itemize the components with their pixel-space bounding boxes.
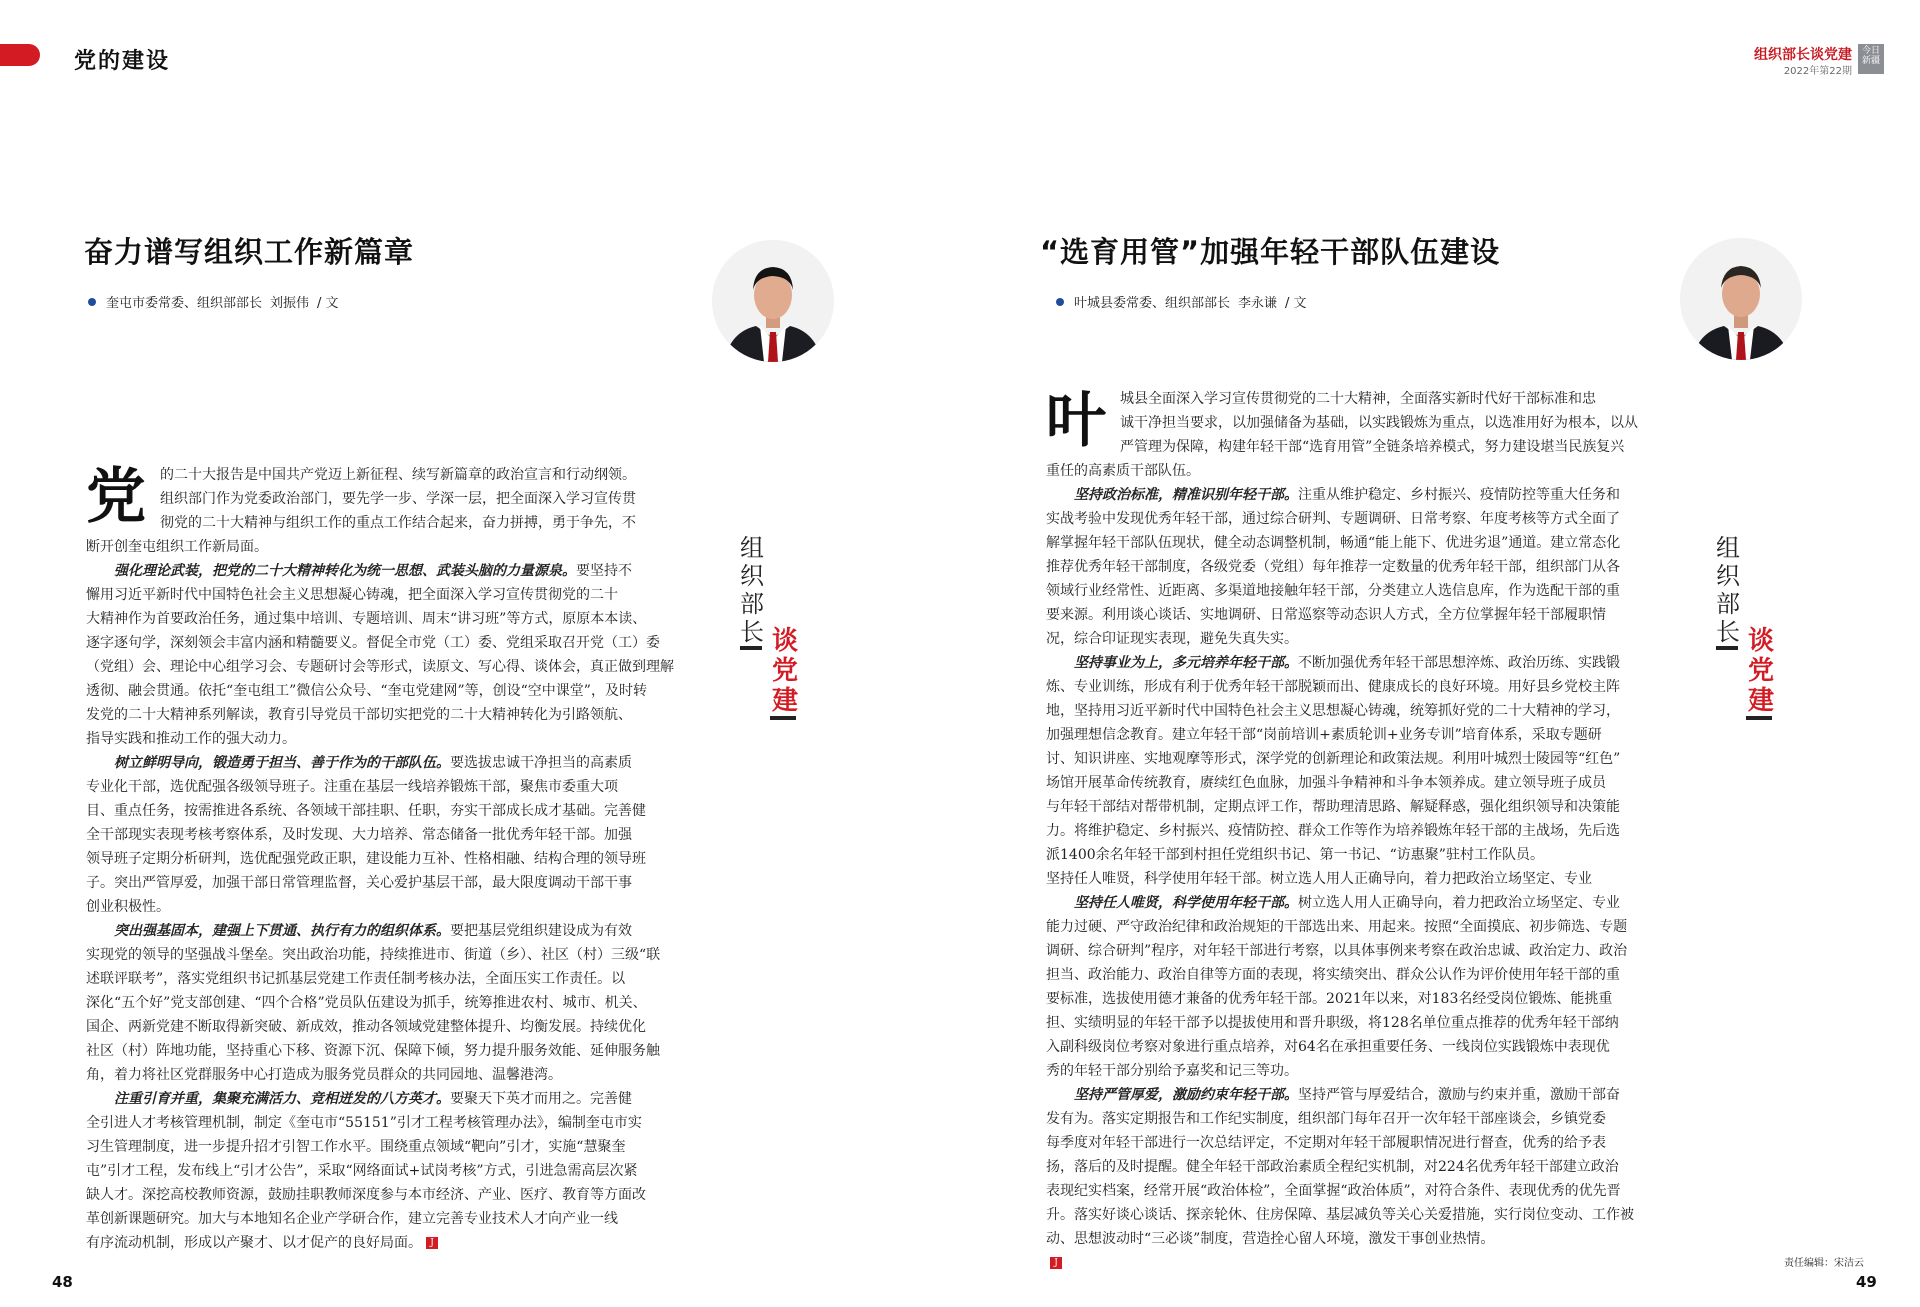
logo-char: 长: [1716, 618, 1740, 646]
logo-char-red: 谈: [1748, 626, 1775, 656]
left-lead-rest: 要坚持不: [576, 563, 632, 579]
logo-char: 组: [1716, 534, 1740, 562]
right-body-line: 严管理为保障，构建年轻干部“选育用管”全链条培养模式，努力建设堪当民族复兴: [1120, 439, 1625, 455]
left-body-line: [86, 754, 632, 772]
left-body-line: 革创新课题研究。加大与本地知名企业产学研合作，建立完善专业技术人才向产业一线: [86, 1211, 618, 1227]
right-body-line: 讨、知识讲座、实地观摩等形式，深学党的创新理论和政策法规。利用叶城烈士陵园等“红色”: [1046, 751, 1621, 767]
right-body-line: 能力过硬、严守政治纪律和政治规矩的干部选出来、用起来。按照“全面摸底、初步筛选、专题: [1046, 919, 1628, 935]
article-end-mark: J: [426, 1237, 438, 1249]
right-article-byline: [1056, 292, 1307, 311]
left-column-logo: [740, 528, 800, 728]
right-lead-heading: 坚持任人唯贤，科学使用年轻干部。: [1074, 895, 1298, 911]
left-body-line: [86, 562, 632, 580]
right-body-line: 发有为。落实定期报告和工作纪实制度，组织部门每年召开一次年轻干部座谈会，乡镇党委: [1046, 1111, 1606, 1127]
left-lead-rest: 要选拔忠诚干净担当的高素质: [450, 755, 632, 771]
left-body-line: [86, 922, 632, 940]
byline-dot: [1056, 298, 1064, 306]
right-body-line: 况，综合印证现实表现，避免失真失实。: [1046, 631, 1298, 647]
left-body-line: 子。突出严管厚爱，加强干部日常管理监督，关心爱护基层干部，最大限度调动干部干事: [86, 875, 632, 891]
right-body-line: 要来源。利用谈心谈话、实地调研、日常巡察等动态识人方式，全方位掌握年轻干部履职情: [1046, 607, 1606, 623]
left-body-line: 组织部门作为党委政治部门，要先学一步、学深一层，把全面深入学习宣传贯: [160, 491, 636, 507]
left-body-line: 全干部现实表现考核考察体系，及时发现、大力培养、常态储备一批优秀年轻干部。加强: [86, 827, 632, 843]
right-body-line: [1046, 894, 1620, 912]
right-author-org: 叶城县委常委、组织部部长: [1074, 296, 1231, 311]
logo-char: 部: [740, 590, 764, 618]
left-body-line: 透彻、融会贯通。依托“奎屯组工”微信公众号、“奎屯党建网”等，创设“空中课堂”，及时转: [86, 683, 647, 699]
magazine-issue: 2022年第22期: [1783, 66, 1852, 77]
right-body-line: 诚干净担当要求，以加强储备为基础，以实践锻炼为重点，以选准用好为根本，以从: [1120, 415, 1638, 431]
left-author-portrait: [712, 240, 834, 362]
left-author-name: 刘振伟: [270, 296, 310, 311]
logo-char: 部: [1716, 590, 1740, 618]
right-body-line: 场馆开展革命传统教育，赓续红色血脉，加强斗争精神和斗争本领养成。建立领导班子成员: [1046, 775, 1606, 791]
left-article-byline: [88, 292, 339, 311]
right-drop-cap: 叶: [1046, 386, 1106, 456]
left-body-line: 彻党的二十大精神与组织工作的重点工作结合起来，奋力拼搏，勇于争先，不: [160, 515, 636, 531]
right-body-line: 力。将维护稳定、乡村振兴、疫情防控、群众工作等作为培养锻炼年轻干部的主战场，先后选: [1046, 823, 1620, 839]
right-body-line: 加强理想信念教育。建立年轻干部“岗前培训+素质轮训+业务专训”培育体系，采取专题研: [1046, 727, 1602, 743]
left-body-line: [86, 1234, 438, 1252]
right-body-line: [1046, 1254, 1062, 1272]
right-body-line: 派1400余名年轻干部到村担任党组织书记、第一书记、“访惠聚”驻村工作队员。: [1046, 847, 1544, 863]
right-body-line: 地，坚持用习近平新时代中国特色社会主义思想凝心铸魂，统筹抓好党的二十大精神的学习，: [1046, 703, 1620, 719]
right-body-line: 担、实绩明显的年轻干部予以提拔使用和晋升职级，将128名单位重点推荐的优秀年轻干部纳: [1046, 1015, 1619, 1031]
left-body-line: 全引进人才考核管理机制，制定《奎屯市“55151”引才工程考核管理办法》，编制奎屯市实: [86, 1115, 642, 1131]
right-body-line: [1046, 486, 1620, 504]
right-body-line: 每季度对年轻干部进行一次总结评定，不定期对年轻干部履职情况进行督查，优秀的给予表: [1046, 1135, 1606, 1151]
right-lead-rest: 不断加强优秀年轻干部思想淬炼、政治历练、实践锻: [1298, 655, 1620, 671]
magazine-brand-title: 组织部长谈党建: [1754, 47, 1852, 63]
right-body-line: 动、思想波动时“三必谈”制度，营造拴心留人环境，激发干事创业热情。: [1046, 1231, 1495, 1247]
right-body-line: 入副科级岗位考察对象进行重点培养，对64名在承担重要任务、一线岗位实践锻炼中表现优: [1046, 1039, 1610, 1055]
left-body-line: 习生管理制度，进一步提升招才引智工作水平。围绕重点领域“靶向”引才，实施“慧聚奎: [86, 1139, 626, 1155]
left-lead-heading: 强化理论武装，把党的二十大精神转化为统一思想、武装头脑的力量源泉。: [114, 563, 576, 579]
page-number-right: 49: [1856, 1273, 1877, 1291]
brand-badge: 今日 新疆: [1858, 44, 1884, 74]
page-number-left: 48: [52, 1273, 73, 1291]
right-lead-heading: 坚持事业为上，多元培养年轻干部。: [1074, 655, 1298, 671]
left-body-line: 深化“五个好”党支部创建、“四个合格”党员队伍建设为抓手，统筹推进农村、城市、机关、: [86, 995, 647, 1011]
right-lead-heading: 坚持政治标准，精准识别年轻干部。: [1074, 487, 1298, 503]
left-final-line: 有序流动机制，形成以产聚才、以才促产的良好局面。: [86, 1235, 422, 1251]
left-body-line: 述联评联考”，落实党组织书记抓基层党建工作责任制考核办法，全面压实工作责任。以: [86, 971, 626, 987]
right-author-suffix: / 文: [1285, 296, 1307, 311]
right-body-line: 领域行业经常性、近距离、多渠道地接触年轻干部，分类建立人选信息库，作为选配干部的重: [1046, 583, 1620, 599]
right-body-line: 坚持任人唯贤，科学使用年轻干部。树立选人用人正确导向，着力把政治立场坚定、专业: [1046, 871, 1592, 887]
logo-char-red: 建: [1748, 686, 1775, 716]
right-body-line: [1046, 654, 1620, 672]
section-title: 党的建设: [74, 48, 171, 74]
logo-char: 织: [1716, 562, 1740, 590]
left-body-line: 缺人才。深挖高校教师资源，鼓励挂职教师深度参与本市经济、产业、医疗、教育等方面改: [86, 1187, 646, 1203]
logo-bar: [740, 646, 762, 650]
right-body-line: 解掌握年轻干部队伍现状，健全动态调整机制，畅通“能上能下、优进劣退”通道。建立常态化: [1046, 535, 1621, 551]
right-article-title: “选育用管”加强年轻干部队伍建设: [1040, 235, 1501, 269]
logo-bar: [770, 716, 796, 720]
section-marker: [0, 44, 40, 66]
logo-bar: [1716, 646, 1738, 650]
right-body-line: 推荐优秀年轻干部制度，各级党委（党组）每年推荐一定数量的优秀年轻干部，组织部门从各: [1046, 559, 1620, 575]
left-body-line: 国企、两新党建不断取得新突破、新成效，推动各领域党建整体提升、均衡发展。持续优化: [86, 1019, 646, 1035]
right-lead-heading: 坚持严管厚爱，激励约束年轻干部。: [1074, 1087, 1298, 1103]
left-body-line: 专业化干部，选优配强各级领导班子。注重在基层一线培养锻炼干部，聚焦市委重大项: [86, 779, 618, 795]
right-author-portrait: [1680, 238, 1802, 360]
left-body-line: 屯”引才工程，发布线上“引才公告”，采取“网络面试+试岗考核”方式，引进急需高层次紧: [86, 1163, 638, 1179]
left-body-line: 领导班子定期分析研判，选优配强党政正职，建设能力互补、性格相融、结构合理的领导班: [86, 851, 646, 867]
left-lead-rest: 要把基层党组织建设成为有效: [450, 923, 632, 939]
left-lead-heading: 注重引育并重，集聚充满活力、竞相迸发的八方英才。: [114, 1091, 450, 1107]
right-lead-rest: 坚持严管与厚爱结合，激励与约束并重，激励干部奋: [1298, 1087, 1620, 1103]
right-author-name: 李永谦: [1238, 296, 1278, 311]
left-body-line: 实现党的领导的坚强战斗堡垒。突出政治功能，持续推进市、街道（乡）、社区（村）三级“联: [86, 947, 661, 963]
left-body-line: 发党的二十大精神系列解读，教育引导党员干部切实把党的二十大精神转化为引路领航、: [86, 707, 632, 723]
byline-dot: [88, 298, 96, 306]
left-body-line: 断开创奎屯组织工作新局面。: [86, 539, 268, 555]
logo-char-red: 建: [772, 686, 799, 716]
right-body-line: [1046, 1086, 1620, 1104]
article-end-mark: J: [1050, 1257, 1062, 1269]
right-lead-rest: 树立选人用人正确导向，着力把政治立场坚定、专业: [1298, 895, 1620, 911]
left-body-line: 社区（村）阵地功能，坚持重心下移、资源下沉、保障下倾，努力提升服务效能、延伸服务触: [86, 1043, 660, 1059]
right-body-line: 实战考验中发现优秀年轻干部，通过综合研判、专题调研、日常考察、年度考核等方式全面了: [1046, 511, 1620, 527]
left-body-line: 角，着力将社区党群服务中心打造成为服务党员群众的共同园地、温馨港湾。: [86, 1067, 562, 1083]
left-body-line: 指导实践和推动工作的强大动力。: [86, 731, 296, 747]
portrait-illustration: [712, 240, 834, 362]
right-body-line: 表现纪实档案，经常开展“政治体检”，全面掌握“政治体质”，对符合条件、表现优秀的优先晋: [1046, 1183, 1621, 1199]
left-body-line: 逐字逐句学，深刻领会丰富内涵和精髓要义。督促全市党（工）委、党组采取召开党（工）委: [86, 635, 660, 651]
right-body-line: 担当、政治能力、政治自律等方面的表现，将实绩突出、群众公认作为评价使用年轻干部的重: [1046, 967, 1620, 983]
portrait-illustration: [1680, 238, 1802, 360]
left-body-line: 的二十大报告是中国共产党迈上新征程、续写新篇章的政治宣言和行动纲领。: [160, 467, 636, 483]
right-column-logo: [1716, 528, 1776, 728]
right-body-line: 升。落实好谈心谈话、探亲轮休、住房保障、基层减负等关心关爱措施，实行岗位变动、工作被: [1046, 1207, 1634, 1223]
logo-char-red: 党: [772, 656, 799, 686]
logo-char: 织: [740, 562, 764, 590]
logo-char-red: 谈: [772, 626, 799, 656]
right-body-line: 要标准，选拔使用德才兼备的优秀年轻干部。2021年以来，对183名经受岗位锻炼、能挑重: [1046, 991, 1613, 1007]
logo-bar: [1746, 716, 1772, 720]
left-drop-cap: 党: [86, 462, 146, 532]
right-body-line: 与年轻干部结对帮带机制，定期点评工作，帮助理清思路、解疑释惑，强化组织领导和决策能: [1046, 799, 1620, 815]
right-lead-rest: 注重从维护稳定、乡村振兴、疫情防控等重大任务和: [1298, 487, 1620, 503]
left-body-line: 大精神作为首要政治任务，通过集中培训、专题培训、周末“讲习班”等方式，原原本本读、: [86, 611, 647, 627]
logo-char: 组: [740, 534, 764, 562]
editor-credit: 责任编辑：宋洁云: [1784, 1258, 1864, 1269]
right-body-line: 城县全面深入学习宣传贯彻党的二十大精神，全面落实新时代好干部标准和忠: [1120, 391, 1596, 407]
left-body-line: （党组）会、理论中心组学习会、专题研讨会等形式，读原文、写心得、谈体会，真正做到理解: [86, 659, 674, 675]
logo-char-red: 党: [1748, 656, 1775, 686]
left-lead-rest: 要聚天下英才而用之。完善健: [450, 1091, 632, 1107]
right-body-line: 秀的年轻干部分别给予嘉奖和记三等功。: [1046, 1063, 1298, 1079]
right-body-line: 扬，落后的及时提醒。健全年轻干部政治素质全程纪实机制，对224名优秀年轻干部建立政治: [1046, 1159, 1619, 1175]
right-body-line: 调研、综合研判”程序，对年轻干部进行考察，以具体事例来考察在政治忠诚、政治定力、政治: [1046, 943, 1628, 959]
left-author-org: 奎屯市委常委、组织部部长: [106, 296, 263, 311]
left-author-suffix: / 文: [317, 296, 339, 311]
logo-char: 长: [740, 618, 764, 646]
left-body-line: [86, 1090, 632, 1108]
right-body-line: 重任的高素质干部队伍。: [1046, 463, 1200, 479]
left-body-line: 目、重点任务，按需推进各系统、各领域干部挂职、任职，夯实干部成长成才基础。完善健: [86, 803, 646, 819]
left-lead-heading: 突出强基固本，建强上下贯通、执行有力的组织体系。: [114, 923, 450, 939]
left-body-line: 懈用习近平新时代中国特色社会主义思想凝心铸魂，把全面深入学习宣传贯彻党的二十: [86, 587, 618, 603]
left-lead-heading: 树立鲜明导向，锻造勇于担当、善于作为的干部队伍。: [114, 755, 450, 771]
right-body-line: 炼、专业训练，形成有利于优秀年轻干部脱颖而出、健康成长的良好环境。用好县乡党校主阵: [1046, 679, 1620, 695]
left-article-title: 奋力谱写组织工作新篇章: [84, 235, 415, 269]
left-body-line: 创业积极性。: [86, 899, 170, 915]
